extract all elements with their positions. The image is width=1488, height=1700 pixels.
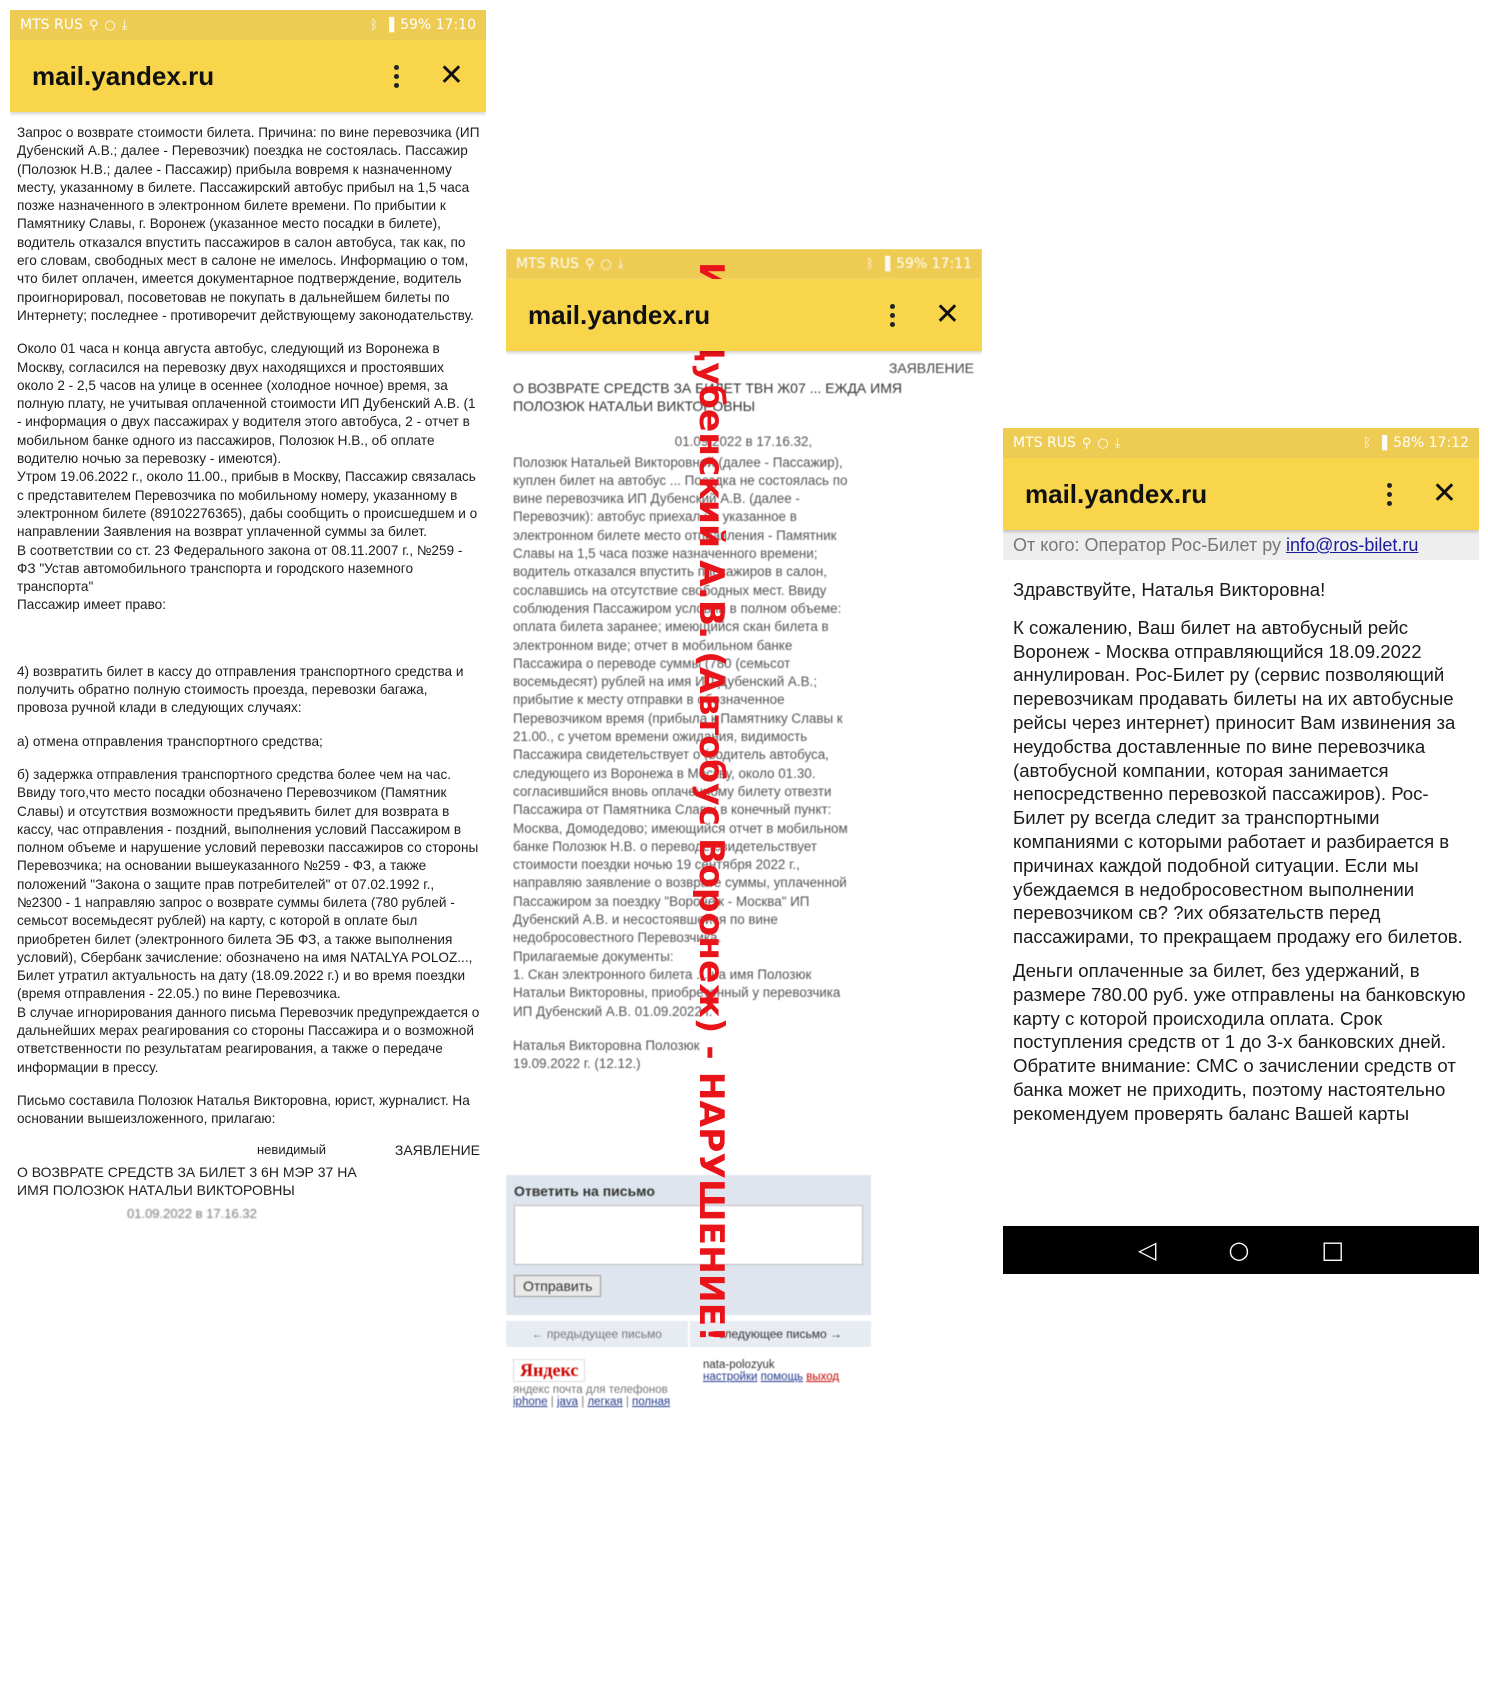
app-bar xyxy=(10,40,486,112)
android-nav-bar xyxy=(1003,1226,1479,1274)
battery-time: 58% 17:12 xyxy=(1393,435,1469,451)
signal-icon: ▐ xyxy=(880,256,891,272)
close-icon[interactable]: ✕ xyxy=(438,59,464,92)
page-title: mail.yandex.ru xyxy=(1025,478,1208,509)
paragraph: Около 01 часа н конца августа автобус, следующий из Воронежа в Москву, согласился на перевозку двух находящихся и простоявших около 2 - 2,5 часов на улице в осеннее (холодное ночное) время, за полную плату, не учитывая оплаченной стоимости ИП Дубенский А.В. (1 - информация о двух пассажирах у водителя этого автобуса, 2 - отчет в мобильном банке одного из пассажиров, Полозюк Н.В., об оплате водителю ночью за перевозку - имеются). Утром 19.06.2022 г., около 11.00., прибыв в Москву, Пассажир связалась с представителем Перевозчика по мобильному номеру, указанному в электронном билете (89102276365), дабы сообщить о происшедшем и о направлении Заявления на возврат уплаченной суммы за билет. В соответствии со ст. 23 Федерального закона от 08.11.2007 г., №259 - ФЗ "Устав автомобильного транспорта и городского наземного транспорта" Пассажир имеет право: xyxy=(17,341,478,613)
violation-annotation: ИП Дубенский А.В. (Автобус Воронеж) - НАРУШЕНИЕ! xyxy=(691,262,731,1328)
download-icon: ⤓ xyxy=(1114,435,1121,451)
signature: Наталья Викторовна Полозюк 19.09.2022 г. (12.12.) xyxy=(513,1037,700,1072)
iphone-link[interactable]: iphone xyxy=(513,1396,548,1408)
app-bar xyxy=(506,279,982,351)
home-icon[interactable]: ○ xyxy=(1228,1236,1250,1264)
close-icon[interactable]: ✕ xyxy=(934,298,960,331)
recent-apps-icon[interactable]: □ xyxy=(1321,1236,1345,1264)
paragraph: Запрос о возврате стоимости билета. Причина: по вине перевозчика (ИП Дубенский А.В.; далее - Перевозчик) поездка не состоялась. Пассажир (Полозюк Н.В.; далее - Пассажир) прибыла вовремя к назначенному месту, указанному в билете. Пассажирский автобус прибыл на 1,5 часа позже назначенного в электронном билете времени. По прибытии к Памятнику Славы, г. Воронеж (указанное место посадки в билете), водитель отказался впустить пассажиров в салон автобуса, так как, по его словам, свободных мест в салоне не имелось. Информацию о том, что билет оплачен, имеется документарное подтверждение, водитель проигнорировал, посоветовав не покупать в дальнейшем билеты по Интернету; последнее - противоречит действующему законодательству. xyxy=(17,125,484,323)
download-icon: ⤓ xyxy=(617,256,624,272)
close-icon[interactable]: ✕ xyxy=(1431,477,1457,510)
statement-heading: О ВОЗВРАТЕ СРЕДСТВ ЗА БИЛЕТ 3 6Н МЭР 37 НА ИМЯ ПОЛОЗЮК НАТАЛЬИ ВИКТОРОВНЫ xyxy=(17,1163,357,1199)
more-options-icon[interactable] xyxy=(394,65,399,88)
sender-email-link[interactable]: info@ros-bilet.ru xyxy=(1286,535,1419,555)
bluetooth-icon: ᛒ xyxy=(1363,435,1372,451)
blurred-label: невидимый xyxy=(257,1141,326,1157)
sync-icon: ○ xyxy=(1097,435,1109,451)
letter-body xyxy=(10,112,486,1224)
more-options-icon[interactable] xyxy=(890,304,895,327)
carrier-label: MTS RUS xyxy=(516,256,579,272)
settings-link[interactable]: настройки xyxy=(703,1371,758,1383)
previous-mail-link[interactable]: ← предыдущее письмо xyxy=(506,1321,688,1347)
letter-body xyxy=(1003,560,1479,1126)
search-icon: ⚲ xyxy=(584,256,595,272)
user-block xyxy=(703,1359,839,1383)
sync-icon: ○ xyxy=(104,17,116,33)
statement-date: 01.09.2022 в 17.16.32 xyxy=(127,1206,257,1222)
statement-label: ЗАЯВЛЕНИЕ xyxy=(888,360,974,376)
status-bar xyxy=(10,10,486,40)
mail-footer xyxy=(513,1359,873,1408)
send-button[interactable]: Отправить xyxy=(514,1275,601,1297)
logout-link[interactable]: выход xyxy=(806,1371,840,1383)
screenshot-1 xyxy=(10,10,486,1700)
screenshot-2 xyxy=(506,249,982,1449)
app-bar xyxy=(1003,458,1479,530)
sync-icon: ○ xyxy=(600,256,612,272)
mail-navigation xyxy=(506,1321,871,1347)
page-title: mail.yandex.ru xyxy=(528,299,711,330)
carrier-label: MTS RUS xyxy=(20,17,83,33)
back-icon[interactable]: ◁ xyxy=(1137,1236,1157,1264)
status-bar xyxy=(1003,428,1479,458)
statement-label: ЗАЯВЛЕНИЕ xyxy=(394,1141,480,1158)
next-mail-link[interactable]: следующее письмо → xyxy=(690,1321,872,1347)
paragraph: Деньги оплаченные за билет, без удержаний, в размере 780.00 руб. уже отправлены на банковскую карту с которой происходила оплата. Срок поступления средств от 1 до 3-х банковских дней. Обратите внимание: СМС о зачислении средств от банка может не приходить, поэтому настоятельно рекомендуем проверять баланс Вашей карты xyxy=(1013,959,1466,1124)
statement-header xyxy=(17,1141,480,1159)
letter-body xyxy=(506,351,982,1073)
download-icon: ⤓ xyxy=(121,17,128,33)
bluetooth-icon: ᛒ xyxy=(370,17,379,33)
more-options-icon[interactable] xyxy=(1387,483,1392,506)
paragraph: Письмо составила Полозюк Наталья Викторовна, юрист, журналист. На основании вышеизложенного, прилагаю: xyxy=(17,1092,474,1127)
sender-line xyxy=(1003,530,1479,560)
page-title: mail.yandex.ru xyxy=(32,60,215,91)
paragraph: К сожалению, Ваш билет на автобусный рейс Воронеж - Москва отправляющийся 18.09.2022 аннулирован. Рос-Билет ру (сервис позволяющий перевозчикам продавать билеты на их автобусные рейсы через интернет) приносит Вам извинения за неудобства доставленные по вине перевозчика (автобусной компании, которая занимается непосредственно перевозкой пассажиров). Рос-Билет ру всегда следит за транспортными компаниями с которыми работает и разбирается в причинах каждой подобной ситуации. Если мы убеждаемся в недобросовестном выполнении перевозчиком св? ?их обязательств перед пассажирами, то прекращаем продажу его билетов. xyxy=(1013,616,1463,948)
user-login: nata-polozyuk xyxy=(703,1359,775,1371)
paragraph: б) задержка отправления транспортного средства более чем на час. Ввиду того,что место посадки обозначено Перевозчиком (Памятник Славы) и отсутствия возможности предъявить билет для возврата в кассу, час отправления - поздний, выполнения условий Пассажиром в полном объеме и нарушение условий перевозки пассажиров со стороны Перевозчика; на основании вышеуказанного №259 - ФЗ, а также положений "Закона о защите прав потребителей" от 07.02.1992 г., №2300 - 1 направляю запрос о возврате суммы билета (780 рублей - семьсот восемьдесят рублей) на карту, с которой в оплате был приобретен билет (электронного билета ЭБ ФЗ, а также выполнения условий), Сбербанк зачисление: обозначено на имя NATALYA POLOZ..., Билет утратил актуальность на дату (18.09.2022 г.) и во время поездки (время отправления - 22.05.) по вине Перевозчика. В случае игнорирования данного письма Перевозчик предупреждается о дальнейших мерах реагирования со стороны Пассажира и о возможной ответственности по результатам реагирования, а также о передаче информации в прессу. xyxy=(17,766,480,1075)
yandex-logo[interactable]: Яндекс xyxy=(513,1359,585,1382)
help-link[interactable]: помощь xyxy=(760,1371,804,1383)
java-link[interactable]: java xyxy=(556,1396,579,1408)
signal-icon: ▐ xyxy=(1377,435,1388,451)
reply-form xyxy=(506,1175,871,1315)
paragraph: а) отмена отправления транспортного средства; xyxy=(17,733,323,749)
status-bar xyxy=(506,249,982,279)
sender-label: От кого: Оператор Рос-Билет ру xyxy=(1013,535,1282,555)
search-icon: ⚲ xyxy=(1081,435,1092,451)
battery-time: 59% 17:11 xyxy=(896,256,972,272)
search-icon: ⚲ xyxy=(88,17,99,33)
reply-label: Ответить на письмо xyxy=(514,1183,655,1199)
version-links: iphone | java | легкая | полная xyxy=(513,1396,671,1408)
signal-icon: ▐ xyxy=(384,17,395,33)
statement-heading: О ВОЗВРАТЕ СРЕДСТВ ЗА БИЛЕТ ТВН Ж07 ... ЕЖДА ИМЯ ПОЛОЗЮК НАТАЛЬИ ВИКТОРОВНЫ xyxy=(513,380,902,415)
paragraph: 4) возвратить билет в кассу до отправления транспортного средства и получить обратно полную стоимость проезда, перевозки багажа, провоза ручной клади в следующих случаях: xyxy=(17,663,468,716)
reply-textarea[interactable] xyxy=(514,1205,863,1265)
screenshot-3 xyxy=(1003,428,1479,1276)
carrier-label: MTS RUS xyxy=(1013,435,1076,451)
light-link[interactable]: легкая xyxy=(587,1396,623,1408)
greeting: Здравствуйте, Наталья Викторовна! xyxy=(1013,579,1326,600)
logo-caption: яндекс почта для телефонов xyxy=(513,1384,668,1396)
bluetooth-icon: ᛒ xyxy=(866,256,875,272)
statement-date: 01.09.2022 в 17.16.32, xyxy=(674,434,813,450)
statement-text: Полозюк Натальей Викторовной (далее - Пассажир), куплен билет на автобус ... Поездка не состоялась по вине перевозчика ИП Дубенский А.В. (далее - Перевозчик): автобус приехал на указанное в электронном билете место отправления - Памятник Славы на 1,5 часа позже назначенного времени; водитель отказался впустить пассажиров в салон, сославшись на отсутствие свободных мест. Ввиду соблюдения Пассажиром условий в полном объеме: оплата билета заранее; имеющийся скан билета в электронном виде; отчет в мобильном банке Пассажира о переводе суммы (780 (семьсот восемьдесят) рублей на имя ИП Дубенский А.В.; прибытие к месту отправки в обозначенное Перевозчиком время (прибыла к Памятнику Славы к 21.00., с учетом времени ожидания, видимость Пассажира свидетельствует о (водитель автобуса, следующего из Воронежа в Москву, около 01.30. согласившийся вновь оплаченному билету отвезти Пассажира от Памятника Славы в конечный пункт: Москва, Домодедово; имеющийся отчет в мобильном банке Полозюк Н.В. о переводе свидетельствует стоимости поездки ночью 19 сентября 2022 г., направляю заявление о возврате суммы, уплаченной Пассажиром за поездку "Воронеж - Москва" ИП Дубенский А.В. и несостоявшейся по вине недобросовестного Перевозчика. Прилагаемые документы: 1. Скан электронного билета ... на имя Полозюк Натальи Викторовны, приобретенный у перевозчика ИП Дубенский А.В. 01.09.2022 г. xyxy=(513,454,848,1019)
full-link[interactable]: полная xyxy=(632,1396,671,1408)
battery-time: 59% 17:10 xyxy=(400,17,476,33)
